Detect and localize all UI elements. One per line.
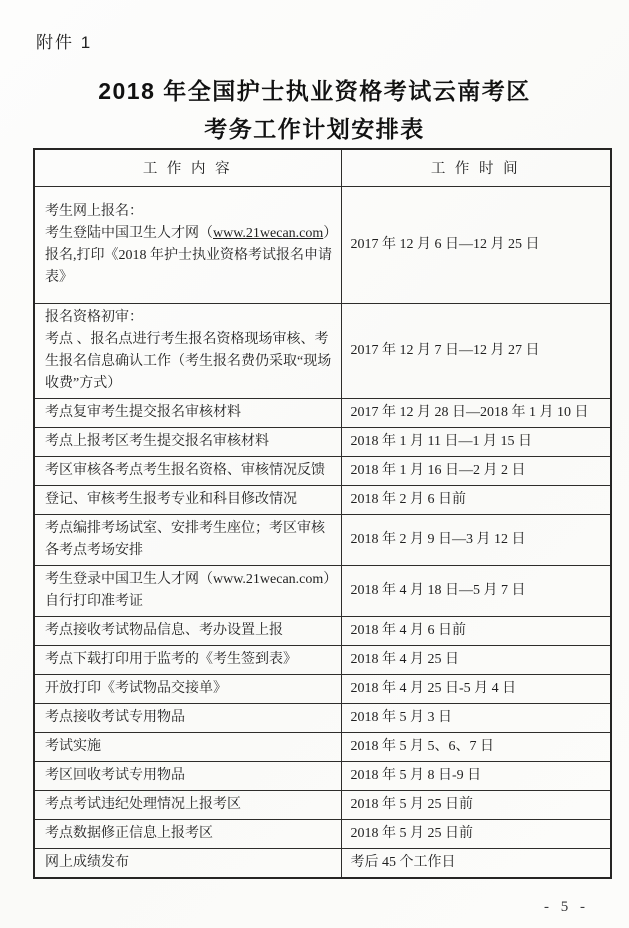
task-cell bbox=[34, 485, 341, 514]
task-cell bbox=[34, 732, 341, 761]
task-cell bbox=[34, 848, 341, 878]
table-row bbox=[34, 398, 611, 427]
task-text: 考点接收考试物品信息、考办设置上报 bbox=[45, 622, 283, 638]
task-text: 考生网上报名： bbox=[45, 203, 143, 219]
task-text: 考点数据修正信息上报考区 bbox=[45, 825, 213, 841]
schedule-table bbox=[33, 148, 612, 879]
task-cell bbox=[34, 790, 341, 819]
table-row bbox=[34, 848, 611, 878]
task-cell bbox=[34, 703, 341, 732]
task-cell bbox=[34, 456, 341, 485]
time-cell: 2017 年 12 月 7 日—12 月 27 日 bbox=[341, 303, 611, 398]
document-title-line2: 考务工作计划安排表 bbox=[204, 116, 425, 142]
task-cell bbox=[34, 674, 341, 703]
task-text: 考点 、报名点进行考生报名资格现场审核、考生报名信息确认工作（考生报名费仍采取“现场收费”方式） bbox=[45, 331, 332, 391]
task-text: 考点考试违纪处理情况上报考区 bbox=[45, 796, 241, 812]
task-text: 考点编排考场试室、安排考生座位；考区审核各考点考场安排 bbox=[45, 520, 325, 558]
table-row bbox=[34, 186, 611, 303]
table-row bbox=[34, 732, 611, 761]
header-time-column: 工 作 时 间 bbox=[341, 149, 611, 186]
time-cell: 2018 年 5 月 5、6、7 日 bbox=[341, 732, 611, 761]
header-task-column: 工 作 内 容 bbox=[34, 149, 341, 186]
time-cell: 2018 年 4 月 6 日前 bbox=[341, 616, 611, 645]
task-cell bbox=[34, 427, 341, 456]
table-row bbox=[34, 674, 611, 703]
task-cell bbox=[34, 398, 341, 427]
table-row bbox=[34, 761, 611, 790]
table-row bbox=[34, 790, 611, 819]
time-cell: 2018 年 5 月 8 日-9 日 bbox=[341, 761, 611, 790]
task-text: 考试实施 bbox=[45, 738, 101, 754]
task-text: 考点上报考区考生提交报名审核材料 bbox=[45, 433, 269, 449]
table-row bbox=[34, 456, 611, 485]
task-cell bbox=[34, 565, 341, 616]
task-cell bbox=[34, 616, 341, 645]
table-row bbox=[34, 427, 611, 456]
table-row bbox=[34, 819, 611, 848]
task-text: 网上成绩发布 bbox=[45, 854, 129, 870]
task-cell bbox=[34, 303, 341, 398]
time-cell: 2018 年 5 月 25 日前 bbox=[341, 819, 611, 848]
task-text: 考区回收考试专用物品 bbox=[45, 767, 185, 783]
task-cell bbox=[34, 819, 341, 848]
time-cell: 2018 年 4 月 25 日-5 月 4 日 bbox=[341, 674, 611, 703]
task-text: 考区审核各考点考生报名资格、审核情况反馈 bbox=[45, 462, 325, 478]
document-title-line1: 2018 年全国护士执业资格考试云南考区 bbox=[98, 78, 531, 104]
task-cell bbox=[34, 645, 341, 674]
time-cell: 2018 年 4 月 25 日 bbox=[341, 645, 611, 674]
table-row bbox=[34, 645, 611, 674]
table-row bbox=[34, 303, 611, 398]
task-cell bbox=[34, 514, 341, 565]
task-text: 登记、审核考生报考专业和科目修改情况 bbox=[45, 491, 297, 507]
document-title bbox=[0, 72, 629, 148]
schedule-table-body bbox=[34, 186, 611, 878]
time-cell: 考后 45 个工作日 bbox=[341, 848, 611, 878]
schedule-table-header bbox=[34, 149, 611, 186]
attachment-label: 附件 1 bbox=[36, 33, 93, 52]
time-cell: 2018 年 1 月 11 日—1 月 15 日 bbox=[341, 427, 611, 456]
time-cell: 2018 年 2 月 9 日—3 月 12 日 bbox=[341, 514, 611, 565]
table-row bbox=[34, 514, 611, 565]
task-text: 报名资格初审： bbox=[45, 309, 143, 325]
url-text: www.21wecan.com bbox=[213, 225, 324, 241]
table-row bbox=[34, 565, 611, 616]
task-text: ）报名,打印《2018 年护士执业资格考试报名申请表》 bbox=[45, 225, 332, 285]
table-row bbox=[34, 703, 611, 732]
task-text: 开放打印《考试物品交接单》 bbox=[45, 680, 227, 696]
time-cell: 2018 年 1 月 16 日—2 月 2 日 bbox=[341, 456, 611, 485]
task-text: 考生登陆中国卫生人才网（ bbox=[45, 225, 213, 241]
time-cell: 2018 年 4 月 18 日—5 月 7 日 bbox=[341, 565, 611, 616]
task-text: 考点下载打印用于监考的《考生签到表》 bbox=[45, 651, 297, 667]
time-cell: 2017 年 12 月 6 日—12 月 25 日 bbox=[341, 186, 611, 303]
task-text: 考点复审考生提交报名审核材料 bbox=[45, 404, 241, 420]
table-row bbox=[34, 616, 611, 645]
header-row bbox=[34, 149, 611, 186]
time-cell: 2017 年 12 月 28 日—2018 年 1 月 10 日 bbox=[341, 398, 611, 427]
task-text: 考点接收考试专用物品 bbox=[45, 709, 185, 725]
page-number: - 5 - bbox=[544, 899, 589, 915]
task-text: 考生登录中国卫生人才网（www.21wecan.com）自行打印准考证 bbox=[45, 571, 331, 609]
time-cell: 2018 年 2 月 6 日前 bbox=[341, 485, 611, 514]
time-cell: 2018 年 5 月 3 日 bbox=[341, 703, 611, 732]
task-cell bbox=[34, 761, 341, 790]
table-row bbox=[34, 485, 611, 514]
time-cell: 2018 年 5 月 25 日前 bbox=[341, 790, 611, 819]
task-cell bbox=[34, 186, 341, 303]
